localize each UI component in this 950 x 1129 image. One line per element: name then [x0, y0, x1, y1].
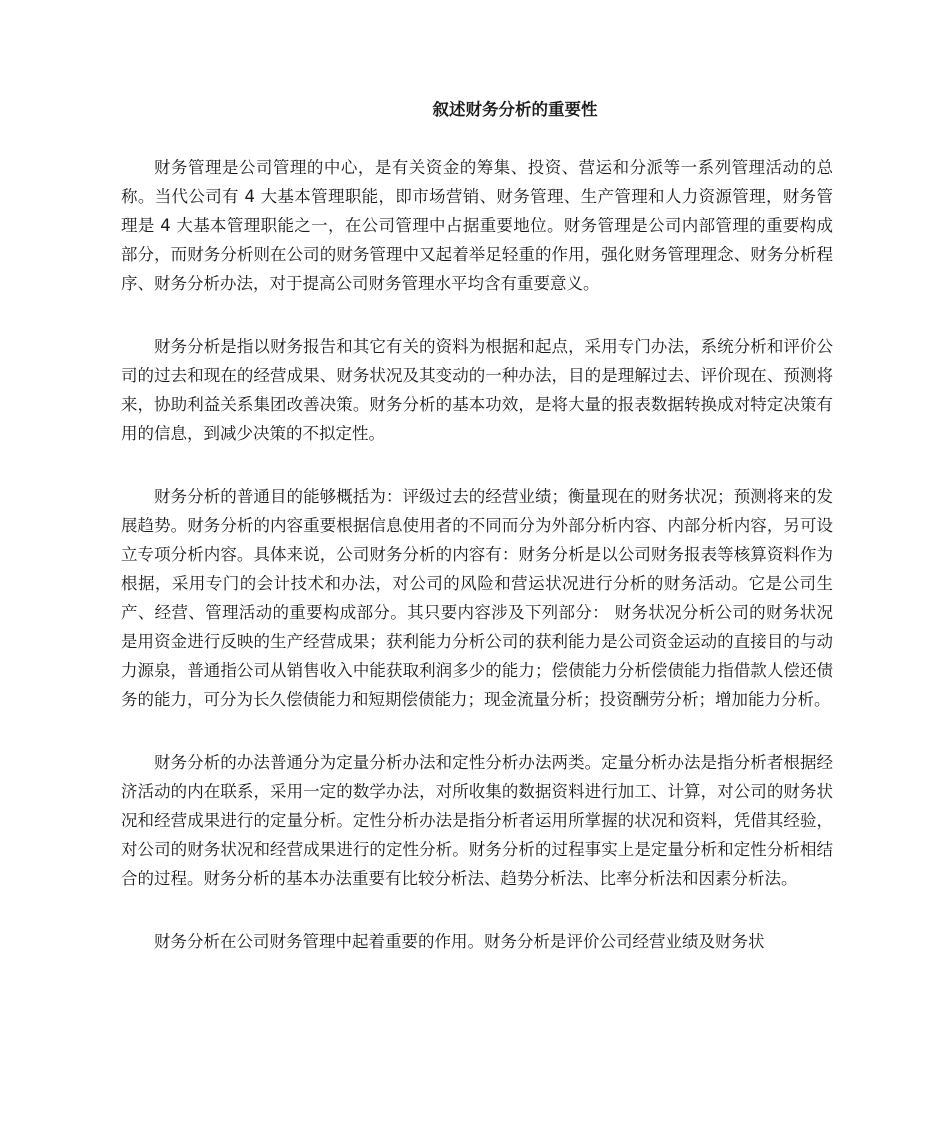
paragraph-2: 财务分析是指以财务报告和其它有关的资料为根据和起点，采用专门办法，系统分析和评价公司的过去和现在的经营成果、财务状况及其变动的一种办法，目的是理解过去、评价现在、预测将来，协助利益关系集团改善决策。财务分析的基本功效，是将大量的报表数据转换成对特定决策有用的信息，到减少决策的不拟定性。 [121, 337, 833, 443]
paragraph-3: 财务分析的普通目的能够概括为：评级过去的经营业绩；衡量现在的财务状况；预测将来的发展趋势。财务分析的内容重要根据信息使用者的不同而分为外部分析内容、内部分析内容，另可设立专项分析内容。具体来说，公司财务分析的内容有：财务分析是以公司财务报表等核算资料作为根据，采用专门的会计技术和办法，对公司的风险和营运状况进行分析的财务活动。它是公司生产、经营、管理活动的重要构成部分。其只要内容涉及下列部分： 财务状况分析公司的财务状况是用资金进行反映的生产经营成果；获利能力分析公司的获利能力是公司资金运动的直接目的与动力源泉，普通指公司从销售收入中能获取利润多少的能力；偿债能力分析偿债能力指借款人偿还债务的能力，可分为长久偿债能力和短期偿债能力；现金流量分析；投资酬劳分析；增加能力分析。 [121, 487, 833, 709]
paragraph-5: 财务分析在公司财务管理中起着重要的作用。财务分析是评价公司经营业绩及财务状 [154, 932, 765, 951]
paragraph-1: 财务管理是公司管理的中心，是有关资金的筹集、投资、营运和分派等一系列管理活动的总称。当代公司有 4 大基本管理职能，即市场营销、财务管理、生产管理和人力资源管理，财务管理是 4 大基本管理职能之一，在公司管理中占据重要地位。财务管理是公司内部管理的重要构成部分，而财务分析则在公司的财务管理中又起着举足轻重的作用，强化财务管理理念、财务分析程序、财务分析办法，对于提高公司财务管理水平均含有重要意义。 [121, 158, 833, 293]
document-title: 叙述财务分析的重要性 [432, 100, 598, 119]
document-body [121, 153, 833, 990]
paragraph-4: 财务分析的办法普通分为定量分析办法和定性分析办法两类。定量分析办法是指分析者根据经济活动的内在联系，采用一定的数学办法，对所收集的数据资料进行加工、计算，对公司的财务状况和经营成果进行的定量分析。定性分析办法是指分析者运用所掌握的状况和资料，凭借其经验，对公司的财务状况和经营成果进行的定性分析。财务分析的过程事实上是定量分析和定性分析相结合的过程。财务分析的基本办法重要有比较分析法、趋势分析法、比率分析法和因素分析法。 [121, 753, 833, 888]
